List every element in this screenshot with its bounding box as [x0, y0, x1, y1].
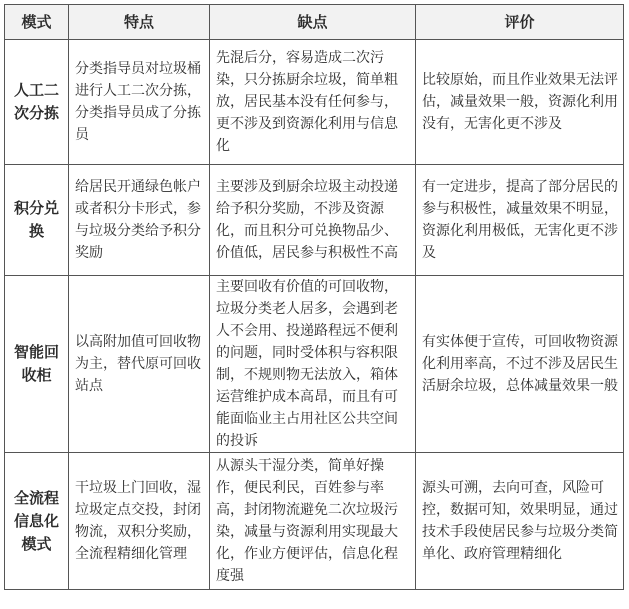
mode-cell: 全流程信息化模式 [5, 453, 69, 590]
table-row [5, 276, 624, 453]
table-row [5, 453, 624, 590]
header-feature: 特点 [69, 5, 210, 40]
evaluation-cell: 有一定进步，提高了部分居民的参与积极性，减量效果不明显，资源化利用极低，无害化更不涉及 [416, 165, 624, 276]
drawback-cell: 从源头干湿分类，简单好操作，便民利民，百姓参与率高，封闭物流避免二次垃圾污染，减量与资源利用实现最大化，作业方便评估，信息化程度强 [210, 453, 416, 590]
feature-cell: 分类指导员对垃圾桶进行人工二次分拣，分类指导员成了分拣员 [69, 40, 210, 165]
drawback-cell: 先混后分，容易造成二次污染，只分拣厨余垃圾，简单粗放，居民基本没有任何参与，更不涉及到资源化利用与信息化 [210, 40, 416, 165]
mode-cell: 人工二次分拣 [5, 40, 69, 165]
drawback-cell: 主要涉及到厨余垃圾主动投递给予积分奖励，不涉及资源化，而且积分可兑换物品少、价值低，居民参与积极性不高 [210, 165, 416, 276]
mode-cell: 积分兑换 [5, 165, 69, 276]
drawback-cell: 主要回收有价值的可回收物，垃圾分类老人居多，会遇到老人不会用、投递路程远不便利的问题，同时受体积与容积限制，不规则物无法放入，箱体运营维护成本高昂，而且有可能面临业主占用社区公共空间的投诉 [210, 276, 416, 453]
evaluation-cell: 源头可溯，去向可查，风险可控，数据可知，效果明显，通过技术手段使居民参与垃圾分类简单化、政府管理精细化 [416, 453, 624, 590]
comparison-table [4, 4, 624, 590]
header-evaluation: 评价 [416, 5, 624, 40]
header-mode: 模式 [5, 5, 69, 40]
feature-cell: 以高附加值可回收物为主，替代原可回收站点 [69, 276, 210, 453]
feature-cell: 干垃圾上门回收，湿垃圾定点交投，封闭物流，双积分奖励，全流程精细化管理 [69, 453, 210, 590]
header-drawback: 缺点 [210, 5, 416, 40]
table-row [5, 40, 624, 165]
evaluation-cell: 有实体便于宣传，可回收物资源化利用率高，不过不涉及居民生活厨余垃圾，总体减量效果一般 [416, 276, 624, 453]
table-header-row [5, 5, 624, 40]
mode-cell: 智能回收柜 [5, 276, 69, 453]
evaluation-cell: 比较原始，而且作业效果无法评估，减量效果一般，资源化利用没有，无害化更不涉及 [416, 40, 624, 165]
table-row [5, 165, 624, 276]
feature-cell: 给居民开通绿色帐户或者积分卡形式，参与垃圾分类给予积分奖励 [69, 165, 210, 276]
